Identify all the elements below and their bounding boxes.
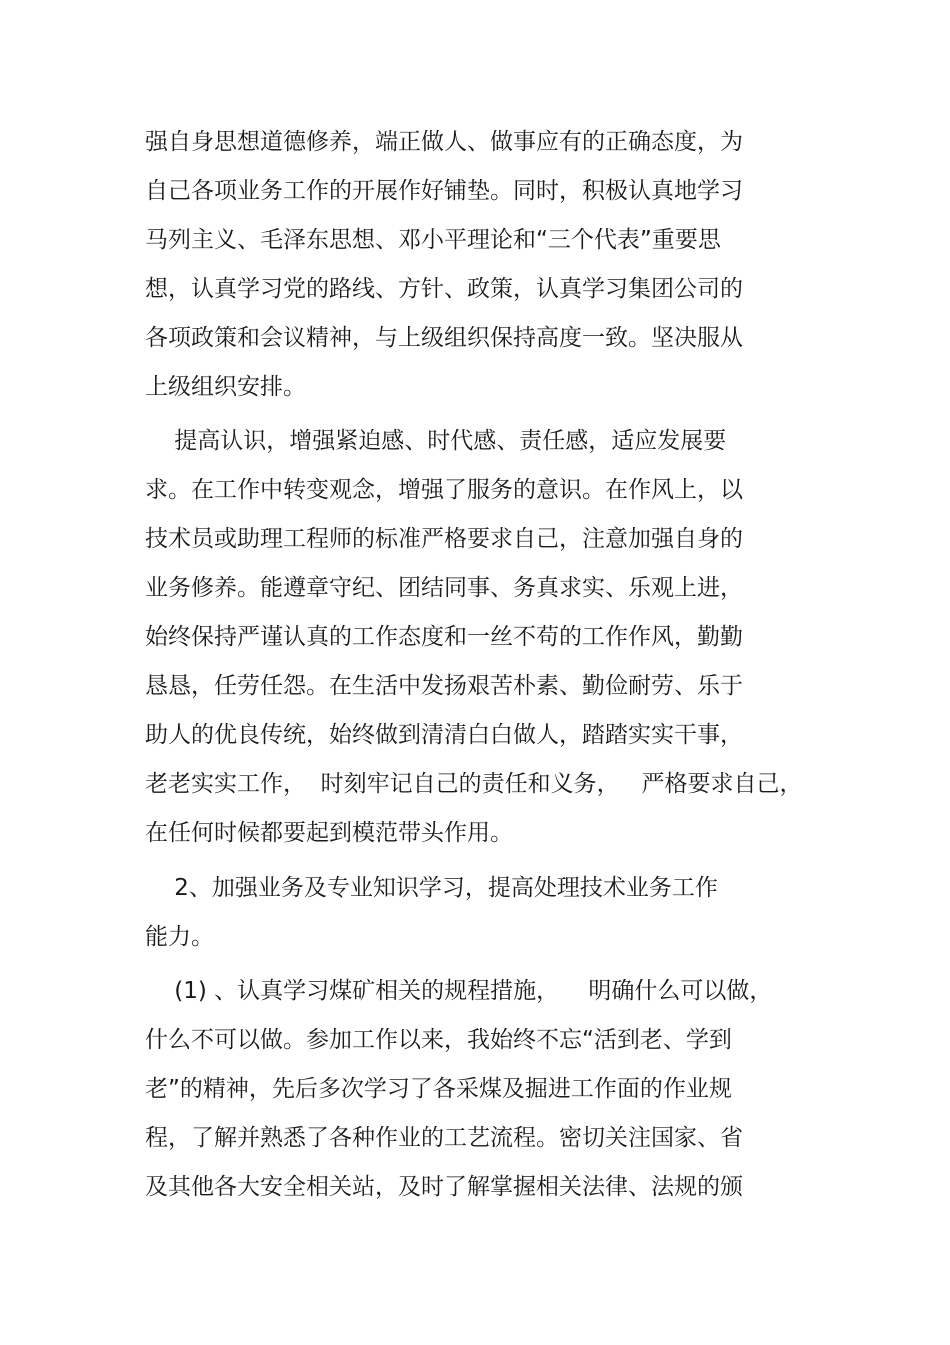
text-line: 2、加强业务及专业知识学习，提高处理技术业务工作 <box>145 875 718 901</box>
text-line: 提高认识，增强紧迫感、时代感、责任感，适应发展要 <box>145 428 727 454</box>
text-line: (1) 、认真学习煤矿相关的规程措施， 明确什么可以做， <box>145 978 773 1004</box>
text-line: 马列主义、毛泽东思想、邓小平理论和“三个代表”重要思 <box>145 227 721 253</box>
text-line: 求。在工作中转变观念，增强了服务的意识。在作风上，以 <box>145 477 743 503</box>
text-line: 技术员或助理工程师的标准严格要求自己，注意加强自身的 <box>145 526 743 552</box>
text-line: 程，了解并熟悉了各种作业的工艺流程。密切关注国家、省 <box>145 1125 743 1151</box>
text-line: 恳恳，任劳任怨。在生活中发扬艰苦朴素、勤俭耐劳、乐于 <box>145 673 743 699</box>
text-line: 想，认真学习党的路线、方针、政策，认真学习集团公司的 <box>145 276 743 302</box>
text-line: 及其他各大安全相关站，及时了解掌握相关法律、法规的颁 <box>145 1174 743 1200</box>
text-line: 在任何时候都要起到模范带头作用。 <box>145 820 513 846</box>
text-line: 始终保持严谨认真的工作态度和一丝不苟的工作作风，勤勤 <box>145 624 743 650</box>
text-line: 能力。 <box>145 924 214 950</box>
text-line: 什么不可以做。参加工作以来，我始终不忘“活到老、学到 <box>145 1027 732 1053</box>
text-line: 各项政策和会议精神，与上级组织保持高度一致。坚决服从 <box>145 325 743 351</box>
text-line: 自己各项业务工作的开展作好铺垫。同时，积极认真地学习 <box>145 178 743 204</box>
text-line: 老”的精神，先后多次学习了各采煤及掘进工作面的作业规 <box>145 1076 732 1102</box>
text-line: 上级组织安排。 <box>145 374 306 400</box>
text-line: 老老实实工作， 时刻牢记自己的责任和义务， 严格要求自己， <box>145 771 803 797</box>
text-line: 助人的优良传统，始终做到清清白白做人，踏踏实实干事， <box>145 722 743 748</box>
text-line: 强自身思想道德修养，端正做人、做事应有的正确态度，为 <box>145 129 743 155</box>
text-line: 业务修养。能遵章守纪、团结同事、务真求实、乐观上进， <box>145 575 743 601</box>
